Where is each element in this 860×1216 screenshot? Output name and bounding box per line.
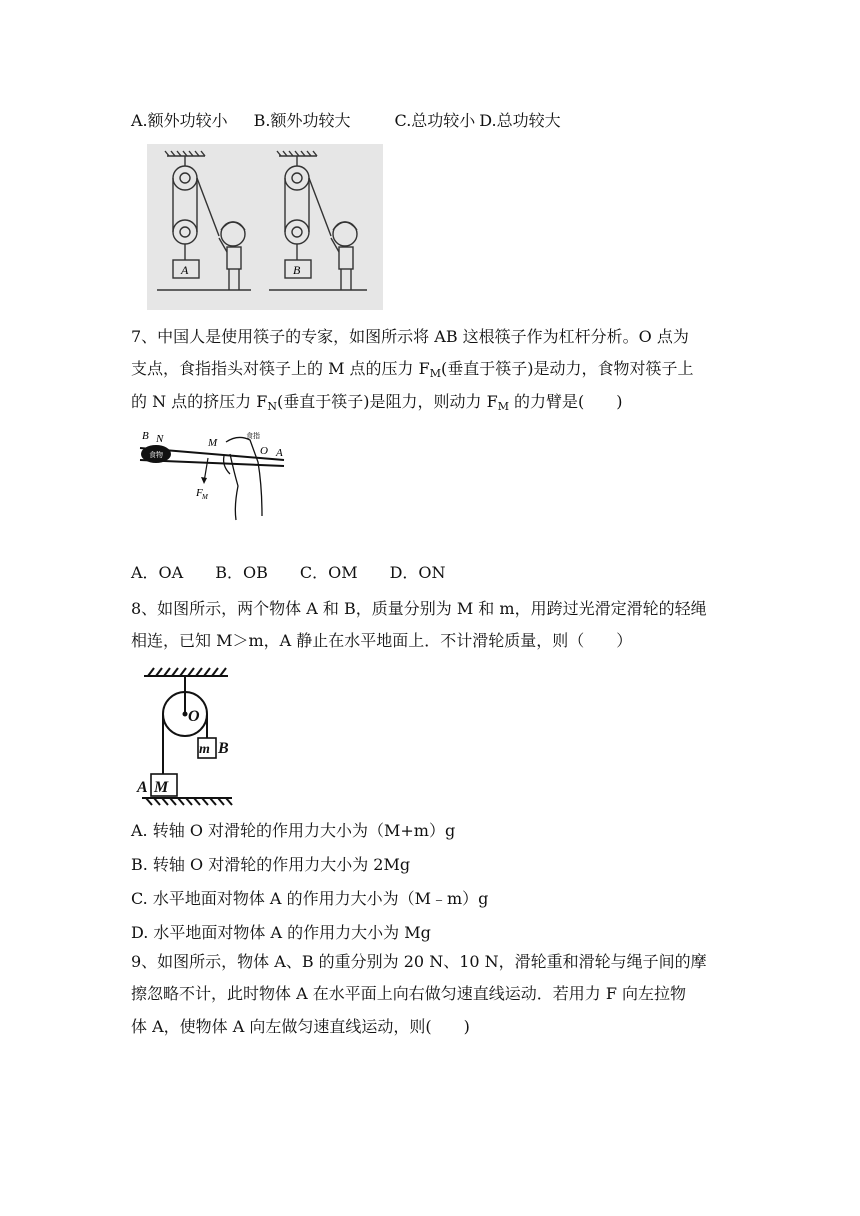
- q8-pulley-svg: [134, 664, 236, 808]
- q7-chopstick-svg: [138, 426, 288, 524]
- q8-label-m-big: M: [154, 779, 169, 796]
- q6-figure-label-b: B: [293, 263, 301, 277]
- q6-option-a: A.额外功较小: [131, 111, 228, 130]
- q7-line3-sub2: M: [497, 400, 509, 413]
- q7-label-b: B: [142, 430, 149, 442]
- q7-finger-label: 食指: [246, 432, 260, 440]
- q7-chopstick-figure: [138, 426, 288, 524]
- q6-option-d: D.总功较大: [479, 111, 561, 130]
- q7-line1: 7、中国人是使用筷子的专家，如图所示将 AB 这根筷子作为杠杆分析。O 点为: [131, 327, 689, 346]
- q7-line3: [131, 392, 623, 417]
- q7-line3-pre: 的 N 点的挤压力 F: [131, 392, 268, 411]
- q7-label-fm-sub: M: [202, 493, 208, 501]
- q7-label-a: A: [276, 447, 283, 459]
- q9-line3: 体 A，使物体 A 向左做匀速直线运动，则( ): [131, 1017, 470, 1036]
- q7-line3-mid: (垂直于筷子)是阻力，则动力 F: [277, 392, 498, 411]
- q7-line2-pre: 支点，食指指头对筷子上的 M 点的压力 F: [131, 359, 430, 378]
- q8-option-b: B. 转轴 O 对滑轮的作用力大小为 2Mg: [131, 855, 411, 874]
- q8-label-m-small: m: [199, 742, 210, 757]
- q7-label-fm: F: [196, 487, 203, 499]
- q8-option-a: A. 转轴 O 对滑轮的作用力大小为（M+m）g: [131, 821, 456, 840]
- q7-line3-sub1: N: [267, 400, 277, 413]
- q6-pulley-figure: [147, 144, 383, 310]
- q7-label-m: M: [208, 437, 218, 449]
- q6-figure-label-a: A: [181, 263, 189, 277]
- q6-options: [131, 111, 561, 131]
- q8-line1: 8、如图所示，两个物体 A 和 B，质量分别为 M 和 m，用跨过光滑定滑轮的轻绳: [131, 599, 707, 618]
- q8-line2: 相连，已知 M＞m，A 静止在水平地面上．不计滑轮质量，则（ ）: [131, 631, 633, 650]
- q8-label-b: B: [218, 740, 229, 757]
- q7-line2: [131, 359, 694, 384]
- q8-option-d: D. 水平地面对物体 A 的作用力大小为 Mg: [131, 923, 431, 942]
- q6-option-c: C.总功较小: [394, 111, 476, 130]
- q9-line2: 擦忽略不计，此时物体 A 在水平面上向右做匀速直线运动．若用力 F 向左拉物: [131, 984, 687, 1003]
- q8-label-a: A: [137, 779, 148, 796]
- q7-line2-sub: M: [429, 367, 442, 380]
- q6-pulley-svg: [147, 144, 383, 310]
- q8-option-c: C. 水平地面对物体 A 的作用力大小为（M﹣m）g: [131, 889, 489, 908]
- q7-label-n: N: [156, 433, 164, 445]
- q6-option-b: B.额外功较大: [253, 111, 351, 130]
- q7-line3-post: 的力臂是( ): [508, 392, 623, 411]
- q7-label-o: O: [260, 445, 268, 457]
- q8-pulley-figure: [134, 664, 236, 808]
- q7-options: A．OA B．OB C．OM D．ON: [131, 563, 446, 582]
- q7-line2-post: (垂直于筷子)是动力，食物对筷子上: [441, 359, 694, 378]
- q7-food-label: 食物: [149, 451, 163, 459]
- q9-line1: 9、如图所示，物体 A、B 的重分别为 20 N、10 N，滑轮重和滑轮与绳子间的摩: [131, 952, 707, 971]
- q8-label-o: O: [188, 708, 200, 725]
